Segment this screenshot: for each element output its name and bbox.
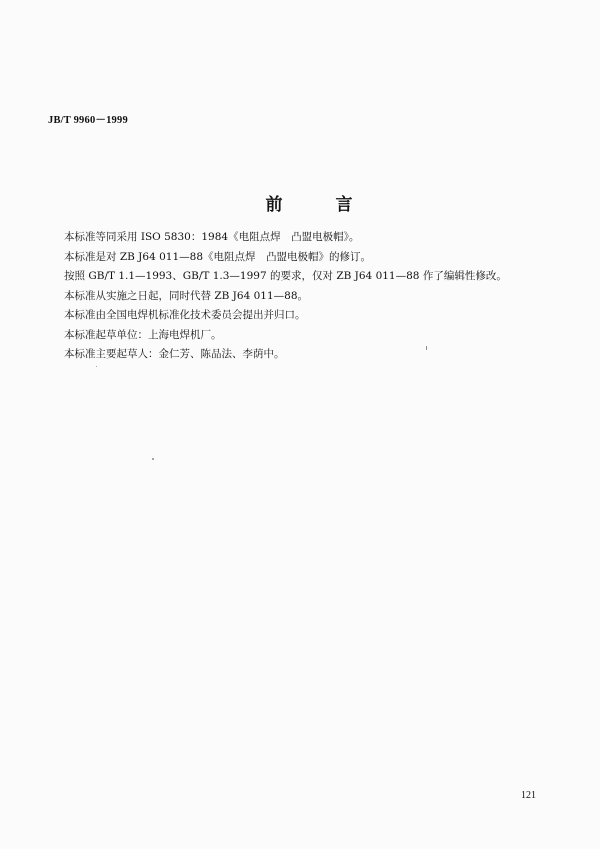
paragraph: 本标准等同采用 ISO 5830：1984《电阻点焊 凸盟电极帽》。 — [64, 231, 360, 243]
scan-speck — [426, 346, 427, 350]
paragraph: 本标准由全国电焊机标准化技术委员会提出并归口。 — [64, 309, 306, 321]
foreword-body — [64, 228, 544, 365]
page-title: 前 言 — [265, 195, 371, 215]
scan-speck — [152, 458, 154, 460]
scan-speck — [96, 366, 97, 367]
page-number: 121 — [521, 790, 536, 801]
paragraph: 本标准是对 ZB J64 011—88《电阻点焊 凸盟电极帽》的修订。 — [64, 250, 371, 263]
paragraph: 本标准从实施之日起，同时代替 ZB J64 011—88。 — [64, 289, 308, 302]
paragraph: 本标准起草单位：上海电焊机厂。 — [64, 328, 222, 341]
standard-code: JB/T 9960－1999 — [48, 115, 128, 126]
paragraph: 本标准主要起草人：金仁芳、陈品法、李荫中。 — [64, 348, 285, 360]
paragraph: 按照 GB/T 1.1—1993、GB/T 1.3—1997 的要求，仅对 ZB J64 011—88 作了编辑性修改。 — [64, 270, 507, 282]
